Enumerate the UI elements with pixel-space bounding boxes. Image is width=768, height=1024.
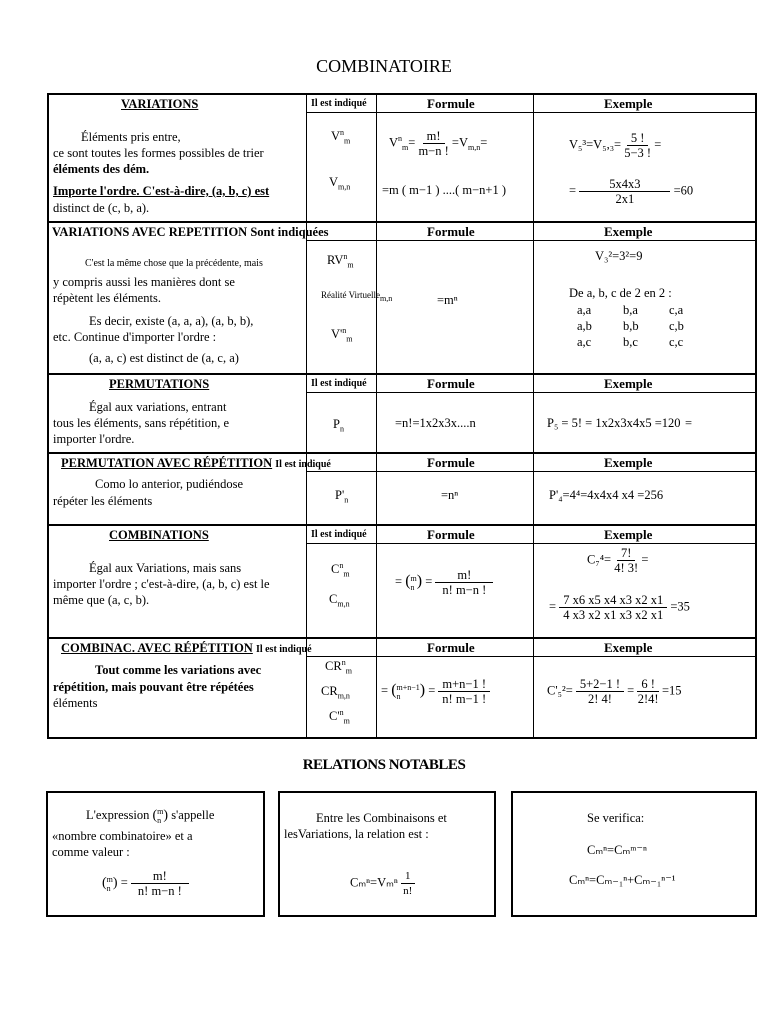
section-heading: COMBINATIONS bbox=[109, 528, 209, 542]
box-text: lesVariations, la relation est : bbox=[284, 827, 429, 841]
notation-c-prime: $C'^n_m$ bbox=[329, 707, 350, 726]
example-permutation: P₅ = 5! = 1x2x3x4x5 =120 bbox=[547, 416, 681, 430]
description-text: y compris aussi les manières dont se bbox=[53, 275, 235, 289]
description-text: Es decir, existe (a, a, a), (a, b, b), bbox=[89, 314, 254, 328]
page-title: COMBINATOIRE bbox=[316, 56, 452, 76]
formula-combinations-rep: = ( m+n−1 n ) = $\frac{m+n-1 !}{n! m-1 !}$ bbox=[381, 677, 490, 706]
notation-p-prime: $P'_n$ bbox=[335, 488, 349, 505]
description-text: Tout comme les variations avec bbox=[95, 663, 262, 677]
notation-crmn: $CR_{m,n}$ bbox=[321, 684, 350, 701]
section-variations-repetition bbox=[49, 223, 755, 375]
description-text: Égal aux variations, entrant bbox=[89, 400, 227, 414]
notation-label: Réalité Virtuelle$_{m,n}$ bbox=[321, 290, 393, 303]
description-text: C'est la même chose que la précédente, mais bbox=[85, 258, 263, 269]
example-header: Exemple bbox=[604, 640, 653, 655]
combinatorics-table bbox=[47, 93, 757, 739]
section-combinations-repetition bbox=[49, 639, 755, 737]
pair-cell: b,b bbox=[623, 319, 639, 333]
description-text: ce sont toutes les formes possibles de trier bbox=[53, 146, 264, 160]
section-combinations bbox=[49, 526, 755, 639]
formula-header: Formule bbox=[427, 527, 475, 542]
example-variations: V₅³=V₅,₃= $\frac{5 !}{5-3 !}$ = bbox=[569, 131, 662, 160]
pair-cell: c,b bbox=[669, 319, 684, 333]
box-formula: Cₘⁿ=Cₘᵐ⁻ⁿ bbox=[587, 843, 647, 857]
example-result: = $\frac{7 x6 x5 x4 x3 x2 x1}{4 x3 x2 x1 x3 x2 x1}$ =35 bbox=[549, 593, 690, 622]
pair-cell: c,a bbox=[669, 303, 684, 317]
formula-power: =mⁿ bbox=[437, 293, 458, 307]
description-text: Importe l'ordre. C'est-à-dire, (a, b, c) est bbox=[53, 184, 270, 198]
description-text: etc. Continue d'importer l'ordre : bbox=[53, 330, 217, 344]
box-text: «nombre combinatoire» et a bbox=[52, 829, 193, 843]
box-formula: Cₘⁿ=Vₘⁿ $\frac{1}{n!}$ bbox=[350, 869, 415, 898]
formula-header: Formule bbox=[427, 455, 475, 470]
box-formula: ( m n ) = $\frac{m!}{n! m-n !}$ bbox=[102, 869, 189, 898]
notation-vmn: $V_{m,n}$ bbox=[329, 175, 351, 192]
description-text: répétition, mais pouvant être répétées bbox=[53, 680, 254, 694]
formula-power: =nⁿ bbox=[441, 488, 459, 502]
notation-cr: $CR^n_m$ bbox=[325, 657, 352, 676]
formula-header: Formule bbox=[427, 224, 475, 239]
description-text: (a, a, c) est distinct de (a, c, a) bbox=[89, 351, 239, 365]
description-text: importer l'ordre. bbox=[53, 432, 135, 446]
example-power: V₃²=3²=9 bbox=[595, 249, 643, 263]
relation-box-combinatorial-number bbox=[46, 791, 265, 917]
description-text: distinct de (c, b, a). bbox=[53, 201, 150, 215]
notation-v-prime: $V'^n_m$ bbox=[331, 325, 353, 344]
section-heading: VARIATIONS AVEC REPETITION Sont indiquées bbox=[52, 225, 329, 239]
box-text: Entre les Combinaisons et bbox=[316, 811, 447, 825]
description-text: répètent les éléments. bbox=[53, 291, 161, 305]
example-result: = $\frac{5x4x3}{2x1}$ =60 bbox=[569, 177, 694, 206]
example-header: Exemple bbox=[604, 224, 653, 239]
description-text: importer l'ordre ; c'est-à-dire, (a, b, c) est le bbox=[53, 577, 270, 591]
notation-c: $C^n_m$ bbox=[331, 560, 350, 579]
indicated-header: Il est indiqué bbox=[311, 98, 367, 109]
section-heading: PERMUTATIONS bbox=[109, 377, 210, 391]
relation-box-combinations-variations bbox=[278, 791, 496, 917]
box-formula: Cₘⁿ=Cₘ₋₁ⁿ+Cₘ₋₁ⁿ⁻¹ bbox=[569, 873, 676, 887]
formula-header: Formule bbox=[427, 376, 475, 391]
box-text: Se verifica: bbox=[587, 811, 645, 825]
section-variations bbox=[49, 95, 755, 223]
formula-variations: $V^n_m=$ $\frac{m!}{m-n !}$ $=V_{m,n}=$ bbox=[389, 129, 488, 158]
description-text: Égal aux Variations, mais sans bbox=[89, 561, 242, 575]
description-text: même que (a, c, b). bbox=[53, 593, 150, 607]
formula-header: Formule bbox=[427, 640, 475, 655]
formula-product: =m ( m−1 ) ....( m−n+1 ) bbox=[382, 183, 507, 197]
formula-combinations: = ( m n ) = $\frac{m!}{n! m-n !}$ bbox=[395, 568, 493, 597]
example-combinations-rep: C'₅²= $\frac{5+2-1 !}{2! 4!}$ = $\frac{6 !}{2!4!}$ =15 bbox=[547, 677, 682, 706]
section-heading: VARIATIONS bbox=[121, 97, 199, 111]
description-text: Como lo anterior, pudiéndose bbox=[95, 477, 244, 491]
formula-factorial: =n!=1x2x3x....n bbox=[395, 416, 476, 430]
example-text: De a, b, c de 2 en 2 : bbox=[569, 286, 672, 300]
section-heading: COMBINAC. AVEC RÉPÉTITION Il est indiqué bbox=[61, 641, 312, 655]
relations-heading: RELATIONS NOTABLES bbox=[302, 757, 466, 773]
example-header: Exemple bbox=[604, 455, 653, 470]
example-combinations: C₇⁴= $\frac{7!}{4! 3!}$ = bbox=[587, 546, 649, 575]
section-permutations bbox=[49, 375, 755, 454]
example-header: Exemple bbox=[604, 376, 653, 391]
pair-cell: b,a bbox=[623, 303, 638, 317]
box-text: comme valeur : bbox=[52, 845, 130, 859]
pair-cell: a,c bbox=[577, 335, 592, 349]
pair-cell: a,b bbox=[577, 319, 592, 333]
box-text: L'expression ( m n ) s'appelle bbox=[86, 807, 215, 825]
pair-cell: c,c bbox=[669, 335, 684, 349]
pair-cell: b,c bbox=[623, 335, 638, 349]
description-text: Éléments pris entre, bbox=[81, 130, 181, 144]
description-text: tous les éléments, sans répétition, e bbox=[53, 416, 230, 430]
description-text: répéter les éléments bbox=[53, 494, 153, 508]
relation-box-identities bbox=[511, 791, 757, 917]
formula-header: Formule bbox=[427, 96, 475, 111]
indicated-header: Il est indiqué bbox=[311, 529, 367, 540]
example-header: Exemple bbox=[604, 96, 653, 111]
section-heading: PERMUTATION AVEC RÉPÉTITION Il est indiqué bbox=[61, 456, 331, 470]
description-text: éléments des dém. bbox=[53, 162, 150, 176]
example-header: Exemple bbox=[604, 527, 653, 542]
notation-p: $P_n$ bbox=[333, 417, 344, 434]
example-eq: = bbox=[685, 416, 693, 430]
description-text: éléments bbox=[53, 696, 98, 710]
notation-rv: $RV^n_m$ bbox=[327, 251, 354, 270]
notation-cmn: $C_{m,n}$ bbox=[329, 592, 350, 609]
notation-v: $V^n_m$ bbox=[331, 127, 351, 146]
pair-cell: a,a bbox=[577, 303, 592, 317]
section-permutation-repetition bbox=[49, 454, 755, 526]
indicated-header: Il est indiqué bbox=[311, 378, 367, 389]
example-power: P'₄=4⁴=4x4x4 x4 =256 bbox=[549, 488, 664, 502]
